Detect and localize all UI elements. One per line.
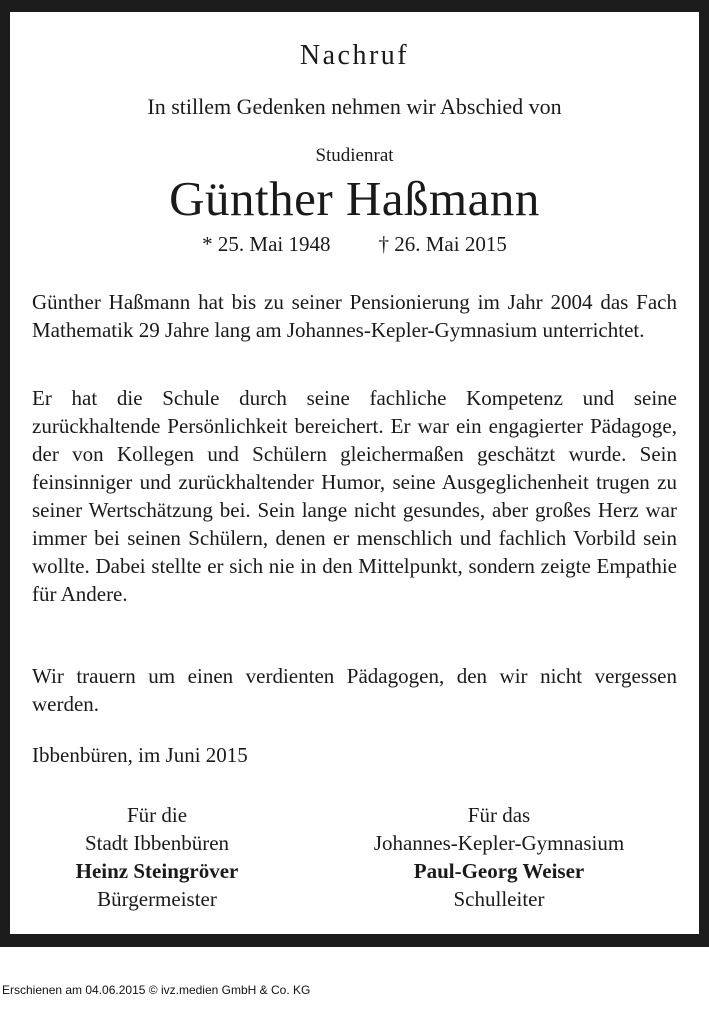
paragraph-mourning: Wir trauern um einen verdienten Pädagogen, den wir nicht vergessen werden. xyxy=(32,664,677,716)
signature-city xyxy=(32,801,282,913)
paragraph-tribute: Er hat die Schule durch seine fachliche Kompetenz und seine zurückhaltende Persönlichkeit bereichert. Er war ein engagierter Pädagoge, der von Kollegen und Schülern gleichermaßen geschätzt wurde. Sein feinsinniger und zurückhaltender Humor, seine Ausgeglichenheit trugen zu seiner Wertschätzung bei. Sein lange nicht gesundes, aber großes Herz war immer bei seinen Schülern, denen er menschlich und fachlich Vorbild sein wollte. Dabei stellte er sich nie in den Mittelpunkt, sondern zeigte Empathie für Andere. xyxy=(32,386,677,606)
intro-line: In stillem Gedenken nehmen wir Abschied von xyxy=(147,94,562,119)
signature-school xyxy=(330,801,668,913)
life-dates xyxy=(10,232,699,257)
death-date: † 26. Mai 2015 xyxy=(378,232,507,256)
signature-role: Bürgermeister xyxy=(97,887,217,911)
paragraph-career: Günther Haßmann hat bis zu seiner Pensionierung im Jahr 2004 das Fach Mathematik 29 Jahre lang am Johannes-Kepler-Gymnasium unterrichtet. xyxy=(32,290,677,342)
deceased-title: Studienrat xyxy=(315,145,394,166)
signature-role: Schulleiter xyxy=(453,887,545,911)
place-and-date: Ibbenbüren, im Juni 2015 xyxy=(32,743,248,767)
signature-for-label: Für das xyxy=(467,803,531,827)
signature-person: Paul-Georg Weiser xyxy=(413,859,585,883)
signature-organization: Johannes-Kepler-Gymnasium xyxy=(373,831,625,855)
deceased-name: Günther Haßmann xyxy=(169,171,540,226)
obituary-notice xyxy=(10,12,699,934)
signature-organization: Stadt Ibbenbüren xyxy=(84,831,230,855)
signature-person: Heinz Steingröver xyxy=(75,859,239,883)
signature-for-label: Für die xyxy=(126,803,188,827)
publication-footer: Erschienen am 04.06.2015 © ivz.medien GmbH & Co. KG xyxy=(2,983,311,997)
birth-date: * 25. Mai 1948 xyxy=(202,232,331,256)
notice-heading: Nachruf xyxy=(299,40,410,71)
